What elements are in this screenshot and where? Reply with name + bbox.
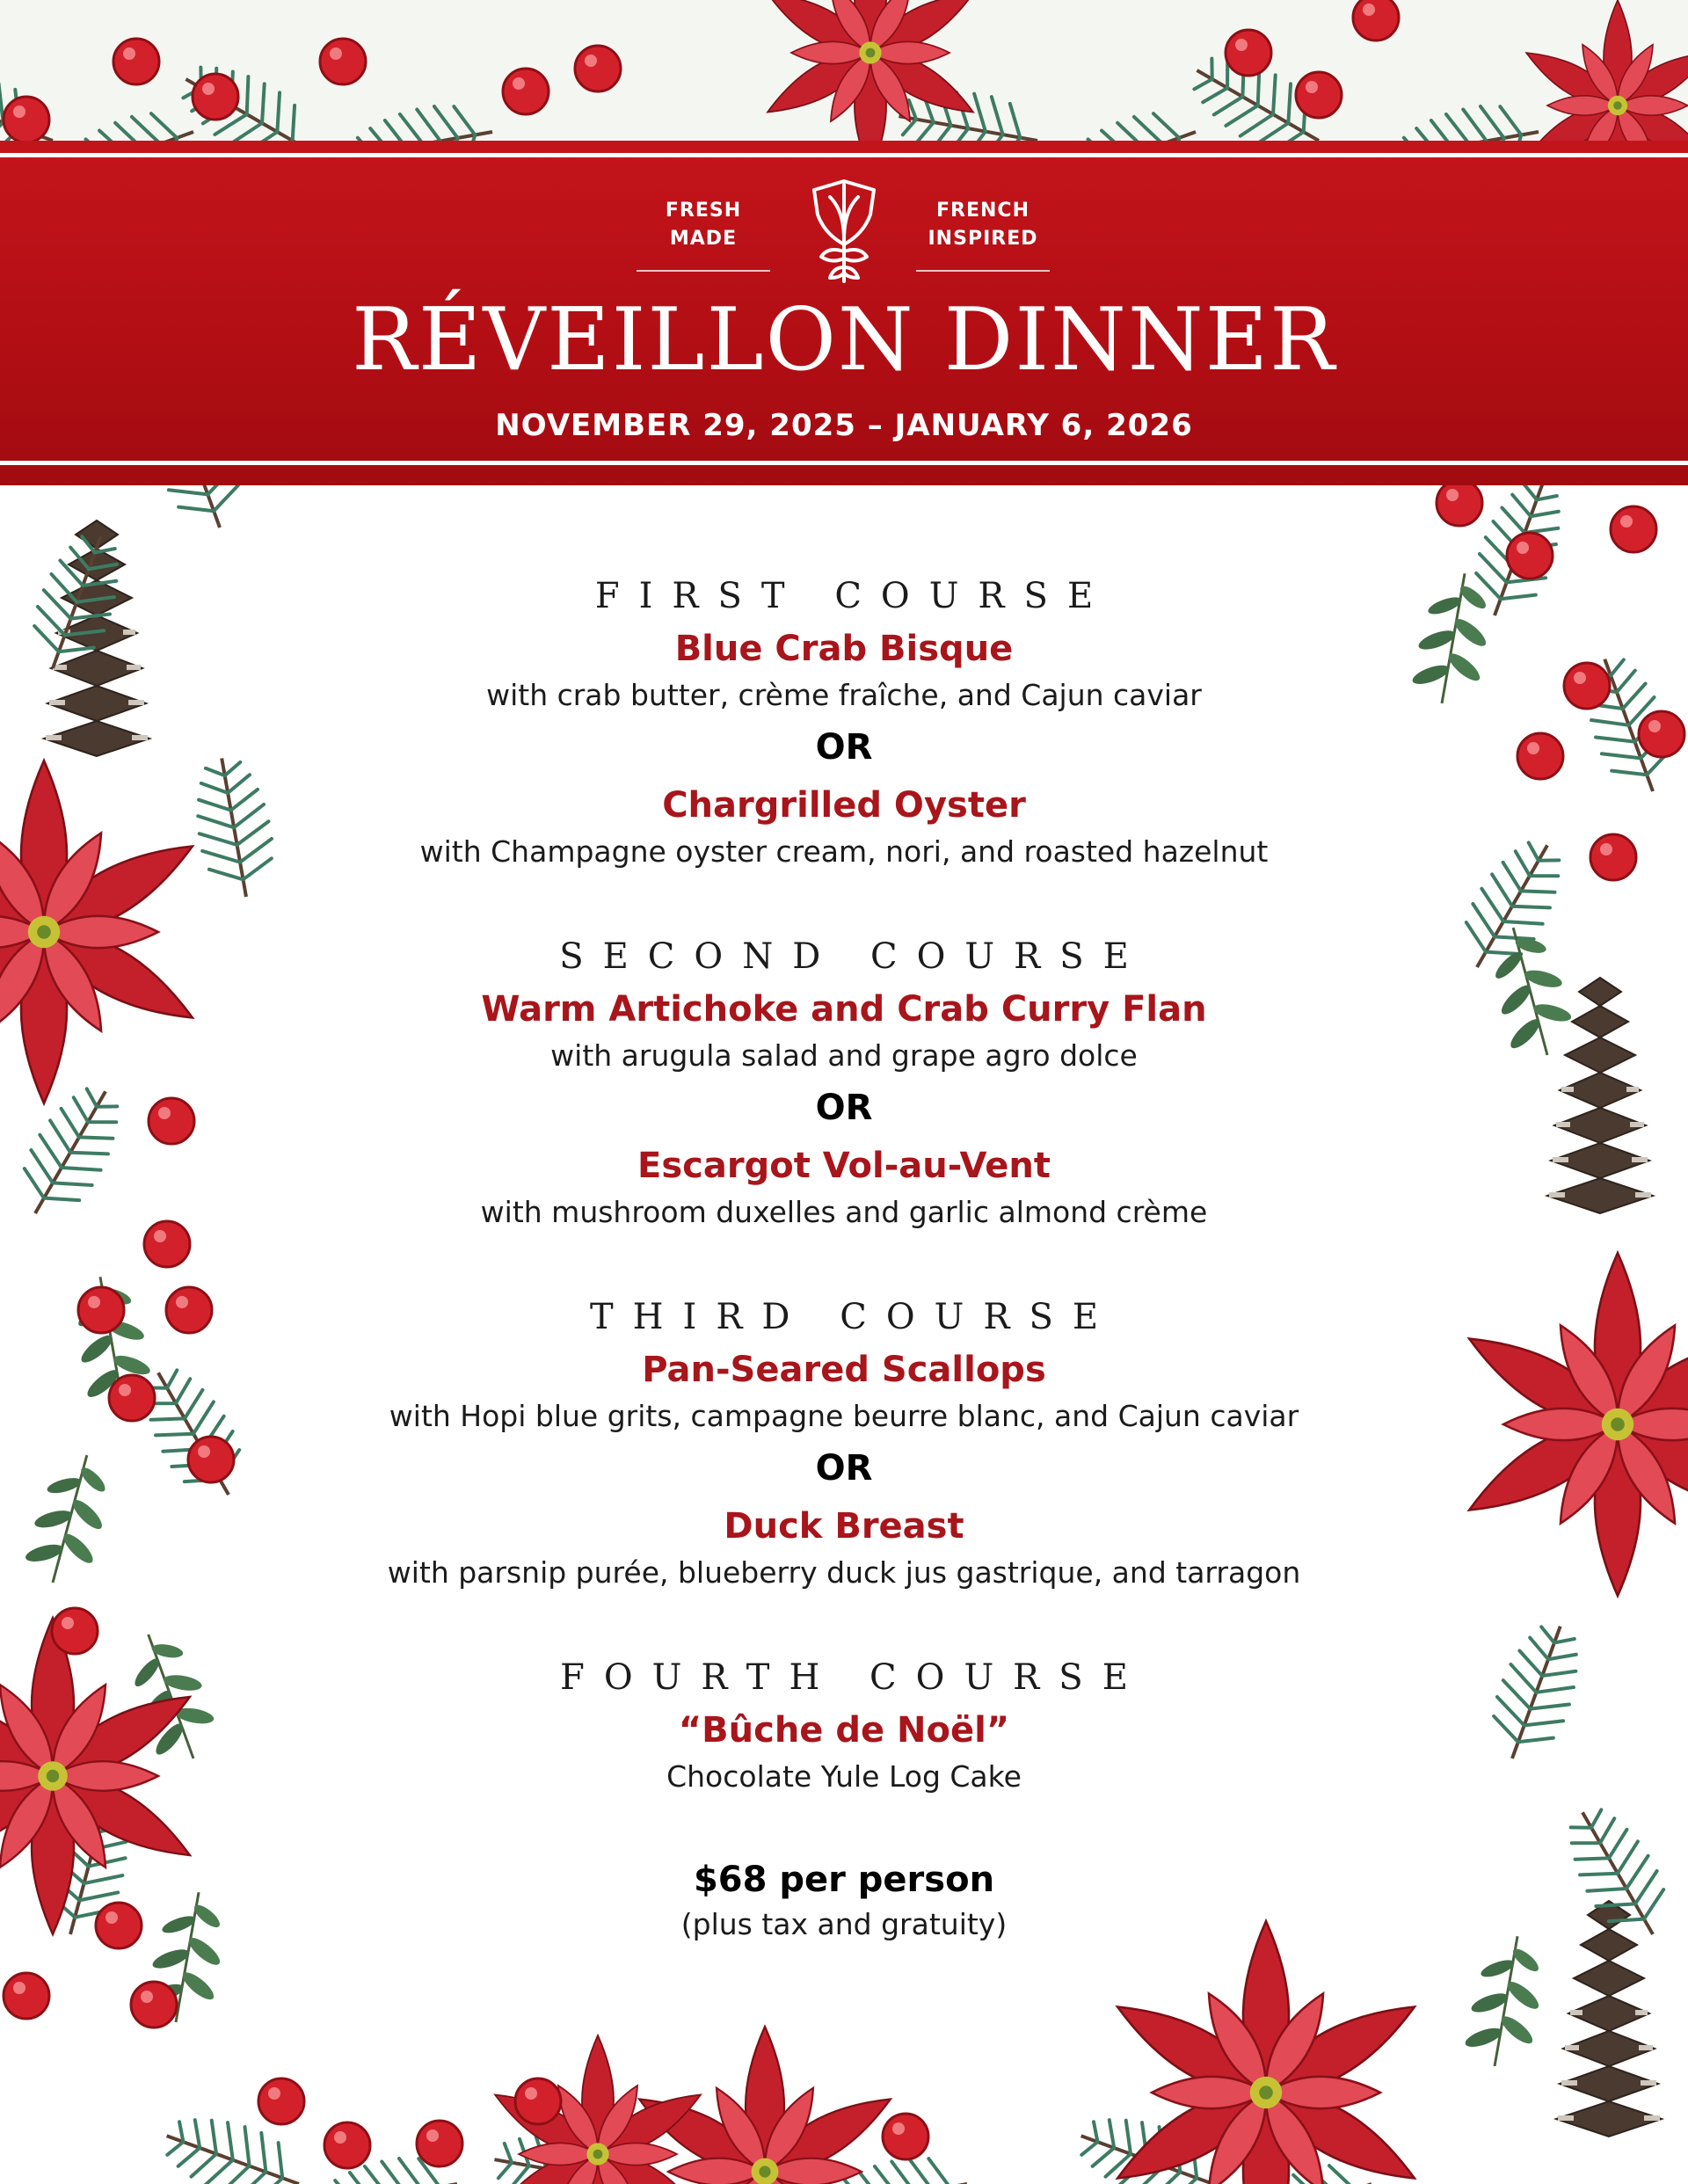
course-title: THIRD COURSE — [589, 1297, 1118, 1337]
banner-rule-top — [0, 153, 1688, 157]
dish-name: Escargot Vol-au-Vent — [637, 1146, 1051, 1186]
course-title: FIRST COURSE — [594, 576, 1113, 616]
course-third — [316, 1291, 1372, 1593]
tagline-line: INSPIRED — [928, 228, 1038, 250]
or-divider: OR — [815, 1448, 873, 1489]
dish-description: Chocolate Yule Log Cake — [666, 1759, 1022, 1794]
dish-description: with parsnip purée, blueberry duck jus gastrique, and tarragon — [387, 1555, 1301, 1590]
dish-description: with mushroom duxelles and garlic almond crème — [480, 1195, 1208, 1229]
tagline-line: MADE — [669, 228, 738, 250]
tagline-french-inspired — [895, 197, 1071, 253]
price-amount: $68 per person — [693, 1860, 995, 1900]
course-title: FOURTH COURSE — [560, 1657, 1147, 1698]
dish-name: Pan-Seared Scallops — [642, 1350, 1046, 1390]
tagline-rule — [916, 270, 1050, 272]
or-divider: OR — [815, 727, 873, 768]
dish-description: with Hopi blue grits, campagne beurre blanc, and Cajun caviar — [389, 1399, 1299, 1433]
course-title: SECOND COURSE — [559, 936, 1148, 977]
dish-name: Warm Artichoke and Crab Curry Flan — [481, 989, 1207, 1030]
menu — [316, 570, 1372, 1945]
fleur-crest-icon — [809, 176, 879, 288]
event-dates: NOVEMBER 29, 2025 – JANUARY 6, 2026 — [495, 408, 1193, 443]
dish-name: Duck Breast — [724, 1506, 964, 1547]
tagline-line: FRENCH — [936, 200, 1030, 222]
page-title: RÉVEILLON DINNER — [352, 290, 1336, 390]
tagline-rule — [637, 270, 770, 272]
course-second — [316, 930, 1372, 1233]
course-fourth — [316, 1651, 1372, 1797]
tagline-fresh-made — [615, 197, 791, 253]
price-note: (plus tax and gratuity) — [680, 1907, 1008, 1941]
or-divider: OR — [815, 1088, 873, 1128]
dish-description: with crab butter, crème fraîche, and Cajun caviar — [486, 678, 1202, 712]
dish-name: “Bûche de Noël” — [678, 1710, 1010, 1751]
tagline-line: FRESH — [665, 200, 742, 222]
dish-description: with Champagne oyster cream, nori, and roasted hazelnut — [419, 834, 1269, 869]
course-first — [316, 570, 1372, 872]
banner-rule-bottom — [0, 461, 1688, 465]
dish-description: with arugula salad and grape agro dolce — [550, 1038, 1138, 1073]
dish-name: Blue Crab Bisque — [674, 629, 1014, 669]
dish-name: Chargrilled Oyster — [662, 785, 1026, 826]
